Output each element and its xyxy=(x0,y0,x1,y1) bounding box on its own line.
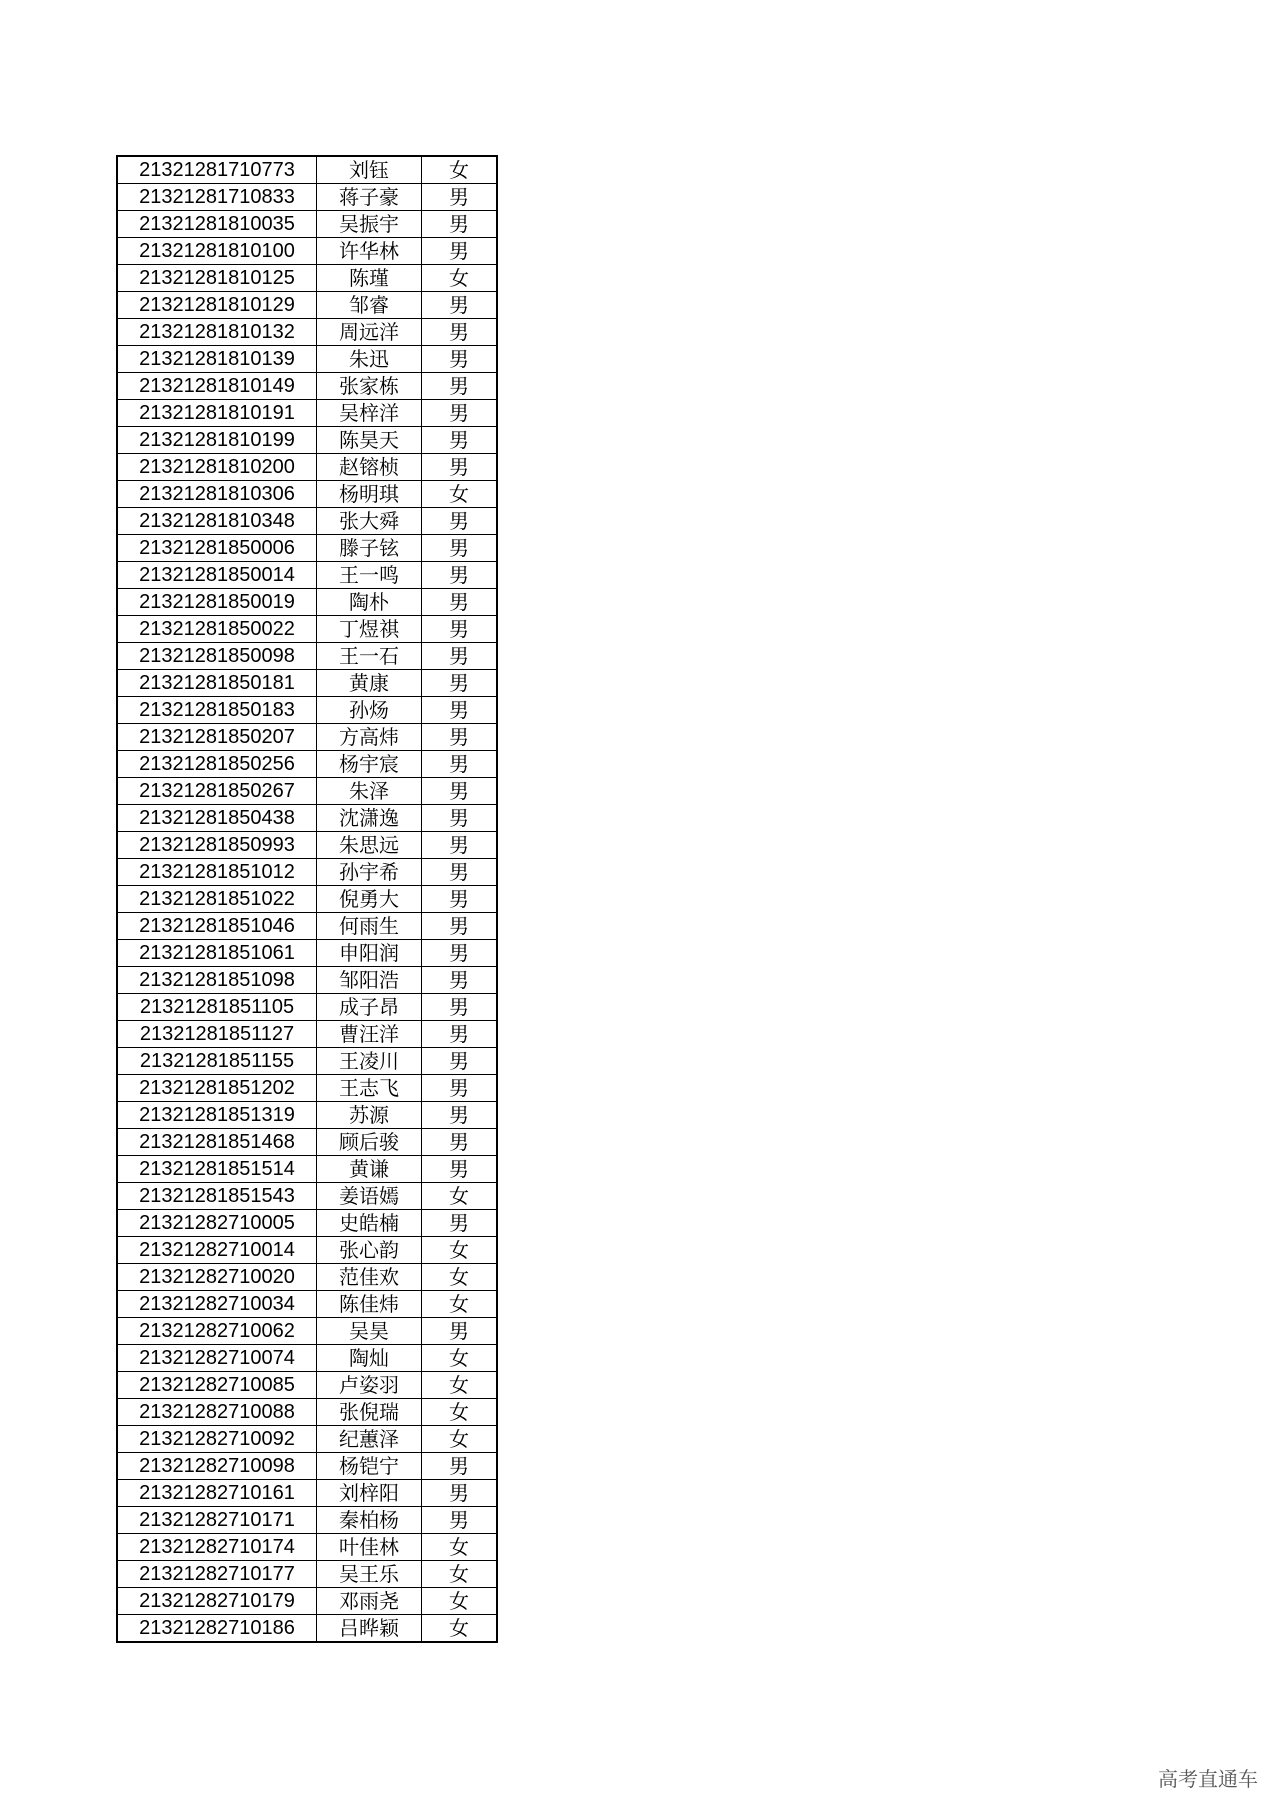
exam-id-cell: 21321281851514 xyxy=(117,1156,317,1183)
table-row xyxy=(117,589,497,616)
student-name-cell: 陈佳炜 xyxy=(317,1291,422,1318)
exam-id-cell: 21321281851061 xyxy=(117,940,317,967)
exam-id-cell: 21321281851468 xyxy=(117,1129,317,1156)
table-row xyxy=(117,373,497,400)
gender-cell: 男 xyxy=(422,319,498,346)
gender-cell: 女 xyxy=(422,1372,498,1399)
exam-id-cell: 21321281810132 xyxy=(117,319,317,346)
student-name-cell: 蒋子豪 xyxy=(317,184,422,211)
table-row xyxy=(117,346,497,373)
exam-id-cell: 21321282710074 xyxy=(117,1345,317,1372)
gender-cell: 女 xyxy=(422,1561,498,1588)
table-row xyxy=(117,967,497,994)
student-name-cell: 张家栋 xyxy=(317,373,422,400)
table-row xyxy=(117,1372,497,1399)
student-name-cell: 陈瑾 xyxy=(317,265,422,292)
exam-id-cell: 21321281850022 xyxy=(117,616,317,643)
table-row xyxy=(117,643,497,670)
gender-cell: 男 xyxy=(422,940,498,967)
gender-cell: 男 xyxy=(422,832,498,859)
student-name-cell: 倪勇大 xyxy=(317,886,422,913)
student-name-cell: 张大舜 xyxy=(317,508,422,535)
exam-id-cell: 21321281851098 xyxy=(117,967,317,994)
gender-cell: 女 xyxy=(422,1264,498,1291)
gender-cell: 男 xyxy=(422,535,498,562)
exam-id-cell: 21321282710034 xyxy=(117,1291,317,1318)
table-row xyxy=(117,1534,497,1561)
student-name-cell: 吴梓洋 xyxy=(317,400,422,427)
student-name-cell: 邹睿 xyxy=(317,292,422,319)
table-row xyxy=(117,1183,497,1210)
exam-id-cell: 21321281850181 xyxy=(117,670,317,697)
table-row xyxy=(117,508,497,535)
gender-cell: 男 xyxy=(422,616,498,643)
exam-id-cell: 21321281810199 xyxy=(117,427,317,454)
gender-cell: 男 xyxy=(422,1021,498,1048)
table-row xyxy=(117,1264,497,1291)
table-row xyxy=(117,454,497,481)
table-row xyxy=(117,1210,497,1237)
exam-id-cell: 21321282710085 xyxy=(117,1372,317,1399)
gender-cell: 男 xyxy=(422,373,498,400)
table-row xyxy=(117,238,497,265)
student-name-cell: 方高炜 xyxy=(317,724,422,751)
exam-id-cell: 21321281810348 xyxy=(117,508,317,535)
student-name-cell: 王一鸣 xyxy=(317,562,422,589)
exam-id-cell: 21321282710098 xyxy=(117,1453,317,1480)
student-name-cell: 杨宇宸 xyxy=(317,751,422,778)
gender-cell: 男 xyxy=(422,670,498,697)
table-row xyxy=(117,994,497,1021)
table-row xyxy=(117,886,497,913)
table-row xyxy=(117,859,497,886)
watermark-text: 高考直通车 xyxy=(1158,1767,1258,1791)
gender-cell: 女 xyxy=(422,481,498,508)
gender-cell: 男 xyxy=(422,184,498,211)
table-row xyxy=(117,1399,497,1426)
table-row xyxy=(117,616,497,643)
student-name-cell: 王志飞 xyxy=(317,1075,422,1102)
exam-id-cell: 21321282710179 xyxy=(117,1588,317,1615)
exam-id-cell: 21321282710177 xyxy=(117,1561,317,1588)
table-row xyxy=(117,778,497,805)
exam-id-cell: 21321281851155 xyxy=(117,1048,317,1075)
gender-cell: 女 xyxy=(422,1399,498,1426)
student-name-cell: 黄康 xyxy=(317,670,422,697)
table-row xyxy=(117,535,497,562)
gender-cell: 男 xyxy=(422,562,498,589)
gender-cell: 男 xyxy=(422,697,498,724)
exam-id-cell: 21321282710005 xyxy=(117,1210,317,1237)
gender-cell: 男 xyxy=(422,427,498,454)
gender-cell: 女 xyxy=(422,1426,498,1453)
table-row xyxy=(117,1102,497,1129)
student-name-cell: 吴昊 xyxy=(317,1318,422,1345)
exam-id-cell: 21321281850438 xyxy=(117,805,317,832)
gender-cell: 男 xyxy=(422,454,498,481)
exam-id-cell: 21321282710092 xyxy=(117,1426,317,1453)
student-name-cell: 孙炀 xyxy=(317,697,422,724)
exam-id-cell: 21321281850006 xyxy=(117,535,317,562)
student-name-cell: 刘梓阳 xyxy=(317,1480,422,1507)
gender-cell: 男 xyxy=(422,724,498,751)
exam-id-cell: 21321281850993 xyxy=(117,832,317,859)
table-row xyxy=(117,697,497,724)
exam-id-cell: 21321281850098 xyxy=(117,643,317,670)
exam-id-cell: 21321281851046 xyxy=(117,913,317,940)
student-name-cell: 杨铠宁 xyxy=(317,1453,422,1480)
student-name-cell: 杨明琪 xyxy=(317,481,422,508)
exam-id-cell: 21321282710171 xyxy=(117,1507,317,1534)
student-name-cell: 陶朴 xyxy=(317,589,422,616)
student-name-cell: 邓雨尧 xyxy=(317,1588,422,1615)
gender-cell: 男 xyxy=(422,1453,498,1480)
student-name-cell: 孙宇希 xyxy=(317,859,422,886)
table-row xyxy=(117,184,497,211)
table-row xyxy=(117,1048,497,1075)
table-row xyxy=(117,1480,497,1507)
student-name-cell: 吴振宇 xyxy=(317,211,422,238)
exam-id-cell: 21321281850183 xyxy=(117,697,317,724)
table-row xyxy=(117,1453,497,1480)
table-row xyxy=(117,156,497,184)
student-name-cell: 朱迅 xyxy=(317,346,422,373)
exam-id-cell: 21321281810200 xyxy=(117,454,317,481)
student-name-cell: 张倪瑞 xyxy=(317,1399,422,1426)
student-name-cell: 苏源 xyxy=(317,1102,422,1129)
exam-id-cell: 21321281850014 xyxy=(117,562,317,589)
table-row xyxy=(117,724,497,751)
gender-cell: 男 xyxy=(422,1129,498,1156)
table-row xyxy=(117,319,497,346)
exam-id-cell: 21321281851012 xyxy=(117,859,317,886)
exam-id-cell: 21321281851543 xyxy=(117,1183,317,1210)
exam-id-cell: 21321281810149 xyxy=(117,373,317,400)
gender-cell: 男 xyxy=(422,994,498,1021)
gender-cell: 女 xyxy=(422,1588,498,1615)
exam-id-cell: 21321281810125 xyxy=(117,265,317,292)
exam-id-cell: 21321281850256 xyxy=(117,751,317,778)
table-row xyxy=(117,1561,497,1588)
gender-cell: 男 xyxy=(422,1102,498,1129)
exam-id-cell: 21321281810129 xyxy=(117,292,317,319)
table-row xyxy=(117,292,497,319)
exam-id-cell: 21321281810139 xyxy=(117,346,317,373)
table-row xyxy=(117,1021,497,1048)
exam-id-cell: 21321281810100 xyxy=(117,238,317,265)
table-row xyxy=(117,211,497,238)
gender-cell: 女 xyxy=(422,1237,498,1264)
student-name-cell: 沈潇逸 xyxy=(317,805,422,832)
exam-id-cell: 21321281851202 xyxy=(117,1075,317,1102)
gender-cell: 女 xyxy=(422,1534,498,1561)
table-row xyxy=(117,1318,497,1345)
student-name-cell: 赵镕桢 xyxy=(317,454,422,481)
table-row xyxy=(117,670,497,697)
student-name-cell: 范佳欢 xyxy=(317,1264,422,1291)
student-roster-table xyxy=(116,155,498,1643)
table-row xyxy=(117,1075,497,1102)
exam-id-cell: 21321281851127 xyxy=(117,1021,317,1048)
exam-id-cell: 21321281810306 xyxy=(117,481,317,508)
gender-cell: 男 xyxy=(422,292,498,319)
gender-cell: 男 xyxy=(422,643,498,670)
student-name-cell: 刘钰 xyxy=(317,156,422,184)
student-name-cell: 黄谦 xyxy=(317,1156,422,1183)
table-row xyxy=(117,1507,497,1534)
student-name-cell: 成子昂 xyxy=(317,994,422,1021)
student-name-cell: 叶佳林 xyxy=(317,1534,422,1561)
gender-cell: 男 xyxy=(422,1507,498,1534)
gender-cell: 男 xyxy=(422,1048,498,1075)
student-name-cell: 王一石 xyxy=(317,643,422,670)
student-name-cell: 何雨生 xyxy=(317,913,422,940)
student-name-cell: 滕子铉 xyxy=(317,535,422,562)
student-name-cell: 朱思远 xyxy=(317,832,422,859)
gender-cell: 男 xyxy=(422,751,498,778)
student-name-cell: 张心韵 xyxy=(317,1237,422,1264)
table-row xyxy=(117,1237,497,1264)
student-name-cell: 周远洋 xyxy=(317,319,422,346)
table-row xyxy=(117,805,497,832)
gender-cell: 男 xyxy=(422,778,498,805)
table-row xyxy=(117,481,497,508)
gender-cell: 男 xyxy=(422,508,498,535)
gender-cell: 女 xyxy=(422,1345,498,1372)
gender-cell: 男 xyxy=(422,1480,498,1507)
exam-id-cell: 21321281850207 xyxy=(117,724,317,751)
gender-cell: 男 xyxy=(422,805,498,832)
table-row xyxy=(117,1291,497,1318)
table-row xyxy=(117,1426,497,1453)
exam-id-cell: 21321281850019 xyxy=(117,589,317,616)
student-name-cell: 史皓楠 xyxy=(317,1210,422,1237)
exam-id-cell: 21321281850267 xyxy=(117,778,317,805)
exam-id-cell: 21321281810191 xyxy=(117,400,317,427)
gender-cell: 女 xyxy=(422,265,498,292)
exam-id-cell: 21321282710014 xyxy=(117,1237,317,1264)
gender-cell: 男 xyxy=(422,589,498,616)
roster-body xyxy=(117,156,497,1642)
table-row xyxy=(117,1615,497,1643)
exam-id-cell: 21321281851319 xyxy=(117,1102,317,1129)
exam-id-cell: 21321281810035 xyxy=(117,211,317,238)
table-row xyxy=(117,1588,497,1615)
table-row xyxy=(117,751,497,778)
exam-id-cell: 21321282710174 xyxy=(117,1534,317,1561)
gender-cell: 男 xyxy=(422,346,498,373)
student-name-cell: 姜语嫣 xyxy=(317,1183,422,1210)
student-name-cell: 陶灿 xyxy=(317,1345,422,1372)
exam-id-cell: 21321282710161 xyxy=(117,1480,317,1507)
table-row xyxy=(117,940,497,967)
gender-cell: 男 xyxy=(422,913,498,940)
student-name-cell: 王凌川 xyxy=(317,1048,422,1075)
exam-id-cell: 21321281710833 xyxy=(117,184,317,211)
table-row xyxy=(117,832,497,859)
gender-cell: 男 xyxy=(422,1075,498,1102)
exam-id-cell: 21321282710186 xyxy=(117,1615,317,1643)
table-row xyxy=(117,265,497,292)
student-name-cell: 卢姿羽 xyxy=(317,1372,422,1399)
exam-id-cell: 21321282710088 xyxy=(117,1399,317,1426)
gender-cell: 男 xyxy=(422,1156,498,1183)
exam-id-cell: 21321281851022 xyxy=(117,886,317,913)
gender-cell: 男 xyxy=(422,400,498,427)
student-name-cell: 邹阳浩 xyxy=(317,967,422,994)
gender-cell: 女 xyxy=(422,1615,498,1643)
table-row xyxy=(117,1129,497,1156)
student-name-cell: 丁煜祺 xyxy=(317,616,422,643)
table-row xyxy=(117,1156,497,1183)
gender-cell: 男 xyxy=(422,211,498,238)
gender-cell: 男 xyxy=(422,967,498,994)
student-name-cell: 曹汪洋 xyxy=(317,1021,422,1048)
gender-cell: 男 xyxy=(422,886,498,913)
table-row xyxy=(117,562,497,589)
exam-id-cell: 21321281851105 xyxy=(117,994,317,1021)
gender-cell: 女 xyxy=(422,1291,498,1318)
table-row xyxy=(117,427,497,454)
student-name-cell: 许华林 xyxy=(317,238,422,265)
student-name-cell: 秦柏杨 xyxy=(317,1507,422,1534)
table-row xyxy=(117,400,497,427)
gender-cell: 男 xyxy=(422,238,498,265)
exam-id-cell: 21321282710062 xyxy=(117,1318,317,1345)
student-name-cell: 顾后骏 xyxy=(317,1129,422,1156)
gender-cell: 男 xyxy=(422,1210,498,1237)
gender-cell: 女 xyxy=(422,1183,498,1210)
student-name-cell: 吴王乐 xyxy=(317,1561,422,1588)
gender-cell: 男 xyxy=(422,859,498,886)
exam-id-cell: 21321282710020 xyxy=(117,1264,317,1291)
table-row xyxy=(117,1345,497,1372)
student-name-cell: 吕晔颖 xyxy=(317,1615,422,1643)
exam-id-cell: 21321281710773 xyxy=(117,156,317,184)
student-name-cell: 申阳润 xyxy=(317,940,422,967)
gender-cell: 男 xyxy=(422,1318,498,1345)
gender-cell: 女 xyxy=(422,156,498,184)
student-name-cell: 纪蕙泽 xyxy=(317,1426,422,1453)
student-name-cell: 朱泽 xyxy=(317,778,422,805)
table-row xyxy=(117,913,497,940)
student-name-cell: 陈昊天 xyxy=(317,427,422,454)
